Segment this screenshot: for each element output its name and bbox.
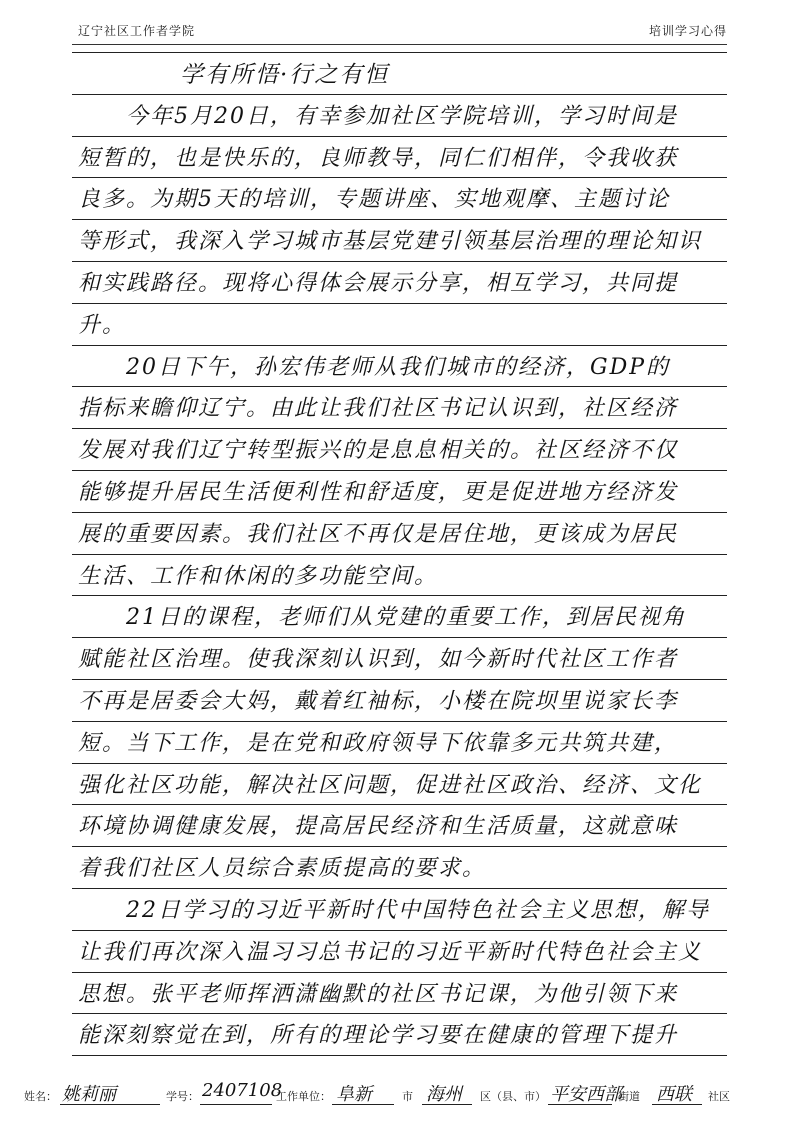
name-value: 姚莉丽 xyxy=(62,1084,116,1105)
ruled-line xyxy=(72,595,727,596)
ruled-line xyxy=(72,345,727,346)
ruled-line xyxy=(72,721,727,722)
handwritten-line: 让我们再次深入温习习总书记的习近平新时代特色社会主义 xyxy=(78,939,703,965)
county-value: 海州 xyxy=(426,1084,462,1105)
handwritten-line: 良多。为期5天的培训，专题讲座、实地观摩、主题讨论 xyxy=(78,187,670,213)
county-label: 区（县、市） xyxy=(480,1090,546,1103)
ruled-line xyxy=(72,136,727,137)
handwritten-line: 和实践路径。现将心得体会展示分享，相互学习，共同提 xyxy=(78,271,679,296)
ruled-line xyxy=(72,261,727,262)
ruled-line xyxy=(72,679,727,680)
city-value: 阜新 xyxy=(336,1084,372,1105)
institution-name: 辽宁社区工作者学院 xyxy=(78,24,196,38)
handwritten-line: 22日学习的习近平新时代中国特色社会主义思想，解导 xyxy=(78,898,710,923)
street-underline xyxy=(548,1104,612,1105)
ruled-line xyxy=(72,972,727,973)
ruled-line xyxy=(72,177,727,178)
community-underline xyxy=(652,1104,702,1105)
ruled-line xyxy=(72,512,727,513)
name-underline xyxy=(60,1104,160,1105)
handwritten-line: 发展对我们辽宁转型振兴的是息息相关的。社区经济不仅 xyxy=(78,438,679,464)
handwritten-line: 指标来瞻仰辽宁。由此让我们社区书记认识到，社区经济 xyxy=(78,396,679,422)
footer-info xyxy=(20,1082,739,1112)
ruled-line xyxy=(72,94,727,95)
city-label: 市 xyxy=(402,1090,413,1103)
handwritten-line: 今年5月20日，有幸参加社区学院培训，学习时间是 xyxy=(78,103,678,129)
ruled-line xyxy=(72,554,727,555)
ruled-line xyxy=(72,804,727,805)
ruled-line xyxy=(72,303,727,304)
ruled-line xyxy=(72,930,727,931)
ruled-line xyxy=(72,428,727,429)
handwritten-line: 能够提升居民生活便利性和舒适度，更是促进地方经济发 xyxy=(78,480,679,505)
handwritten-line: 21日的课程，老师们从党建的重要工作，到居民视角 xyxy=(78,605,686,631)
header-divider xyxy=(72,44,727,45)
handwritten-line: 等形式，我深入学习城市基层党建引领基层治理的理论知识 xyxy=(78,229,703,255)
ruled-line xyxy=(72,888,727,889)
essay-title: 学有所悟·行之有恒 xyxy=(180,62,390,88)
handwritten-line: 展的重要因素。我们社区不再仅是居住地，更该成为居民 xyxy=(78,521,679,547)
handwritten-line: 20日下午，孙宏伟老师从我们城市的经济，GDP的 xyxy=(78,354,671,380)
work-unit-label: 工作单位： xyxy=(276,1090,331,1103)
document-type: 培训学习心得 xyxy=(648,24,727,38)
student-id-value: 2407108 xyxy=(202,1080,283,1101)
ruled-line xyxy=(72,637,727,638)
ruled-line xyxy=(72,1013,727,1014)
community-label: 社区 xyxy=(708,1090,730,1103)
street-label: 街道 xyxy=(618,1090,640,1103)
handwritten-line: 短。当下工作，是在党和政府领导下依靠多元共筑共建， xyxy=(78,730,679,756)
community-value: 西联 xyxy=(656,1084,692,1105)
student-id-underline xyxy=(200,1104,272,1105)
handwritten-line: 着我们社区人员综合素质提高的要求。 xyxy=(78,856,487,882)
page-header xyxy=(78,22,727,42)
handwritten-sheet xyxy=(72,52,727,1078)
handwritten-line: 升。 xyxy=(78,312,127,338)
ruled-line xyxy=(72,763,727,764)
ruled-line xyxy=(72,219,727,220)
handwritten-line: 生活、工作和休闲的多功能空间。 xyxy=(78,563,439,589)
ruled-line xyxy=(72,470,727,471)
student-id-label: 学号： xyxy=(166,1090,199,1103)
ruled-line xyxy=(72,846,727,847)
city-underline xyxy=(332,1104,394,1105)
handwritten-line: 赋能社区治理。使我深刻认识到，如今新时代社区工作者 xyxy=(78,647,679,673)
ruled-line xyxy=(72,1055,727,1056)
handwritten-line: 强化社区功能，解决社区问题，促进社区政治、经济、文化 xyxy=(78,772,703,798)
handwritten-line: 不再是居委会大妈，戴着红袖标，小楼在院坝里说家长李 xyxy=(78,689,679,714)
county-underline xyxy=(422,1104,472,1105)
ruled-line xyxy=(72,52,727,53)
street-value: 平安西部 xyxy=(550,1084,622,1105)
handwritten-line: 环境协调健康发展，提高居民经济和生活质量，这就意味 xyxy=(78,814,679,840)
handwritten-line: 短暂的，也是快乐的，良师教导，同仁们相伴，令我收获 xyxy=(78,145,679,171)
handwritten-line: 思想。张平老师挥洒潇幽默的社区书记课，为他引领下来 xyxy=(78,981,679,1007)
handwritten-line: 能深刻察觉在到，所有的理论学习要在健康的管理下提升 xyxy=(78,1023,679,1049)
name-label: 姓名： xyxy=(24,1090,57,1103)
ruled-line xyxy=(72,386,727,387)
